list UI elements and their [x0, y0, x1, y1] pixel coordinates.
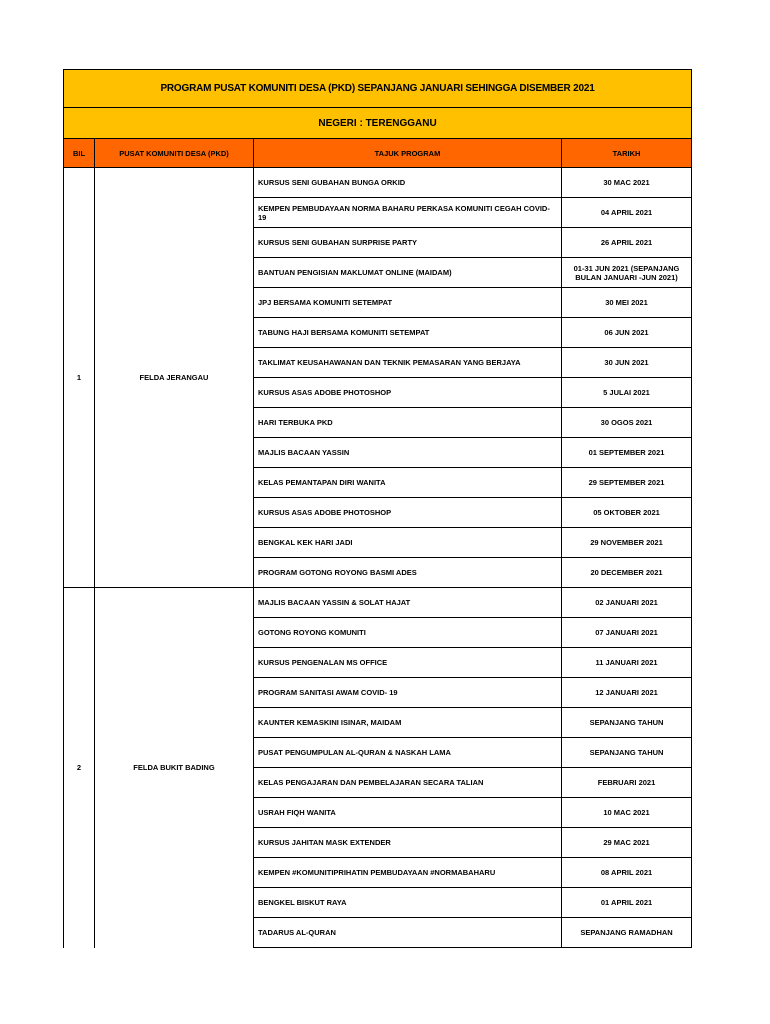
table-header-row	[64, 139, 692, 168]
program-title: KEMPEN #KOMUNITIPRIHATIN PEMBUDAYAAN #NORMABAHARU	[254, 858, 562, 888]
document-title: PROGRAM PUSAT KOMUNITI DESA (PKD) SEPANJANG JANUARI SEHINGGA DISEMBER 2021	[64, 70, 692, 108]
program-title: BENGKEL BISKUT RAYA	[254, 888, 562, 918]
program-date: 5 JULAI 2021	[562, 378, 692, 408]
program-title: KURSUS ASAS ADOBE PHOTOSHOP	[254, 498, 562, 528]
program-date: 26 APRIL 2021	[562, 228, 692, 258]
program-date: SEPANJANG TAHUN	[562, 708, 692, 738]
program-title: MAJLIS BACAAN YASSIN & SOLAT HAJAT	[254, 588, 562, 618]
program-date: 01-31 JUN 2021 (SEPANJANG BULAN JANUARI -JUN 2021)	[562, 258, 692, 288]
program-title: PROGRAM SANITASI AWAM COVID- 19	[254, 678, 562, 708]
state-label: NEGERI : TERENGGANU	[64, 108, 692, 139]
program-date: 01 APRIL 2021	[562, 888, 692, 918]
program-title: TADARUS AL-QURAN	[254, 918, 562, 948]
row-number: 1	[64, 168, 95, 588]
program-title: GOTONG ROYONG KOMUNITI	[254, 618, 562, 648]
header-program: TAJUK PROGRAM	[254, 139, 562, 168]
program-date: 08 APRIL 2021	[562, 858, 692, 888]
program-date: 12 JANUARI 2021	[562, 678, 692, 708]
pkd-name: FELDA BUKIT BADING	[95, 588, 254, 948]
header-bil: BIL	[64, 139, 95, 168]
program-title: TAKLIMAT KEUSAHAWANAN DAN TEKNIK PEMASARAN YANG BERJAYA	[254, 348, 562, 378]
program-title: KURSUS ASAS ADOBE PHOTOSHOP	[254, 378, 562, 408]
program-title: KELAS PENGAJARAN DAN PEMBELAJARAN SECARA TALIAN	[254, 768, 562, 798]
program-date: 07 JANUARI 2021	[562, 618, 692, 648]
program-title: JPJ BERSAMA KOMUNITI SETEMPAT	[254, 288, 562, 318]
header-pkd: PUSAT KOMUNITI DESA (PKD)	[95, 139, 254, 168]
program-title: KURSUS SENI GUBAHAN SURPRISE PARTY	[254, 228, 562, 258]
program-title: USRAH FIQH WANITA	[254, 798, 562, 828]
row-number: 2	[64, 588, 95, 948]
table-row	[64, 168, 692, 198]
program-date: 06 JUN 2021	[562, 318, 692, 348]
program-title: PROGRAM GOTONG ROYONG BASMI ADES	[254, 558, 562, 588]
program-date: 04 APRIL 2021	[562, 198, 692, 228]
program-title: BANTUAN PENGISIAN MAKLUMAT ONLINE (MAIDAM)	[254, 258, 562, 288]
program-title: HARI TERBUKA PKD	[254, 408, 562, 438]
program-title: KURSUS PENGENALAN MS OFFICE	[254, 648, 562, 678]
program-date: 30 OGOS 2021	[562, 408, 692, 438]
program-title: KURSUS JAHITAN MASK EXTENDER	[254, 828, 562, 858]
header-date: TARIKH	[562, 139, 692, 168]
program-title: TABUNG HAJI BERSAMA KOMUNITI SETEMPAT	[254, 318, 562, 348]
program-title: KEMPEN PEMBUDAYAAN NORMA BAHARU PERKASA KOMUNITI CEGAH COVID-19	[254, 198, 562, 228]
program-title: KELAS PEMANTAPAN DIRI WANITA	[254, 468, 562, 498]
program-title: MAJLIS BACAAN YASSIN	[254, 438, 562, 468]
program-date: 05 OKTOBER 2021	[562, 498, 692, 528]
table-row	[64, 588, 692, 618]
program-date: 29 NOVEMBER 2021	[562, 528, 692, 558]
program-date: 29 MAC 2021	[562, 828, 692, 858]
program-date: 10 MAC 2021	[562, 798, 692, 828]
program-title: BENGKAL KEK HARI JADI	[254, 528, 562, 558]
program-date: 30 MEI 2021	[562, 288, 692, 318]
program-date: 01 SEPTEMBER 2021	[562, 438, 692, 468]
program-date: 29 SEPTEMBER 2021	[562, 468, 692, 498]
program-date: FEBRUARI 2021	[562, 768, 692, 798]
pkd-name: FELDA JERANGAU	[95, 168, 254, 588]
program-sheet	[63, 69, 691, 948]
program-title: KURSUS SENI GUBAHAN BUNGA ORKID	[254, 168, 562, 198]
program-table	[63, 69, 692, 948]
program-date: 02 JANUARI 2021	[562, 588, 692, 618]
program-title: KAUNTER KEMASKINI ISINAR, MAIDAM	[254, 708, 562, 738]
program-date: 20 DECEMBER 2021	[562, 558, 692, 588]
program-date: 30 JUN 2021	[562, 348, 692, 378]
program-date: 11 JANUARI 2021	[562, 648, 692, 678]
program-date: SEPANJANG RAMADHAN	[562, 918, 692, 948]
program-date: SEPANJANG TAHUN	[562, 738, 692, 768]
program-date: 30 MAC 2021	[562, 168, 692, 198]
program-title: PUSAT PENGUMPULAN AL-QURAN & NASKAH LAMA	[254, 738, 562, 768]
